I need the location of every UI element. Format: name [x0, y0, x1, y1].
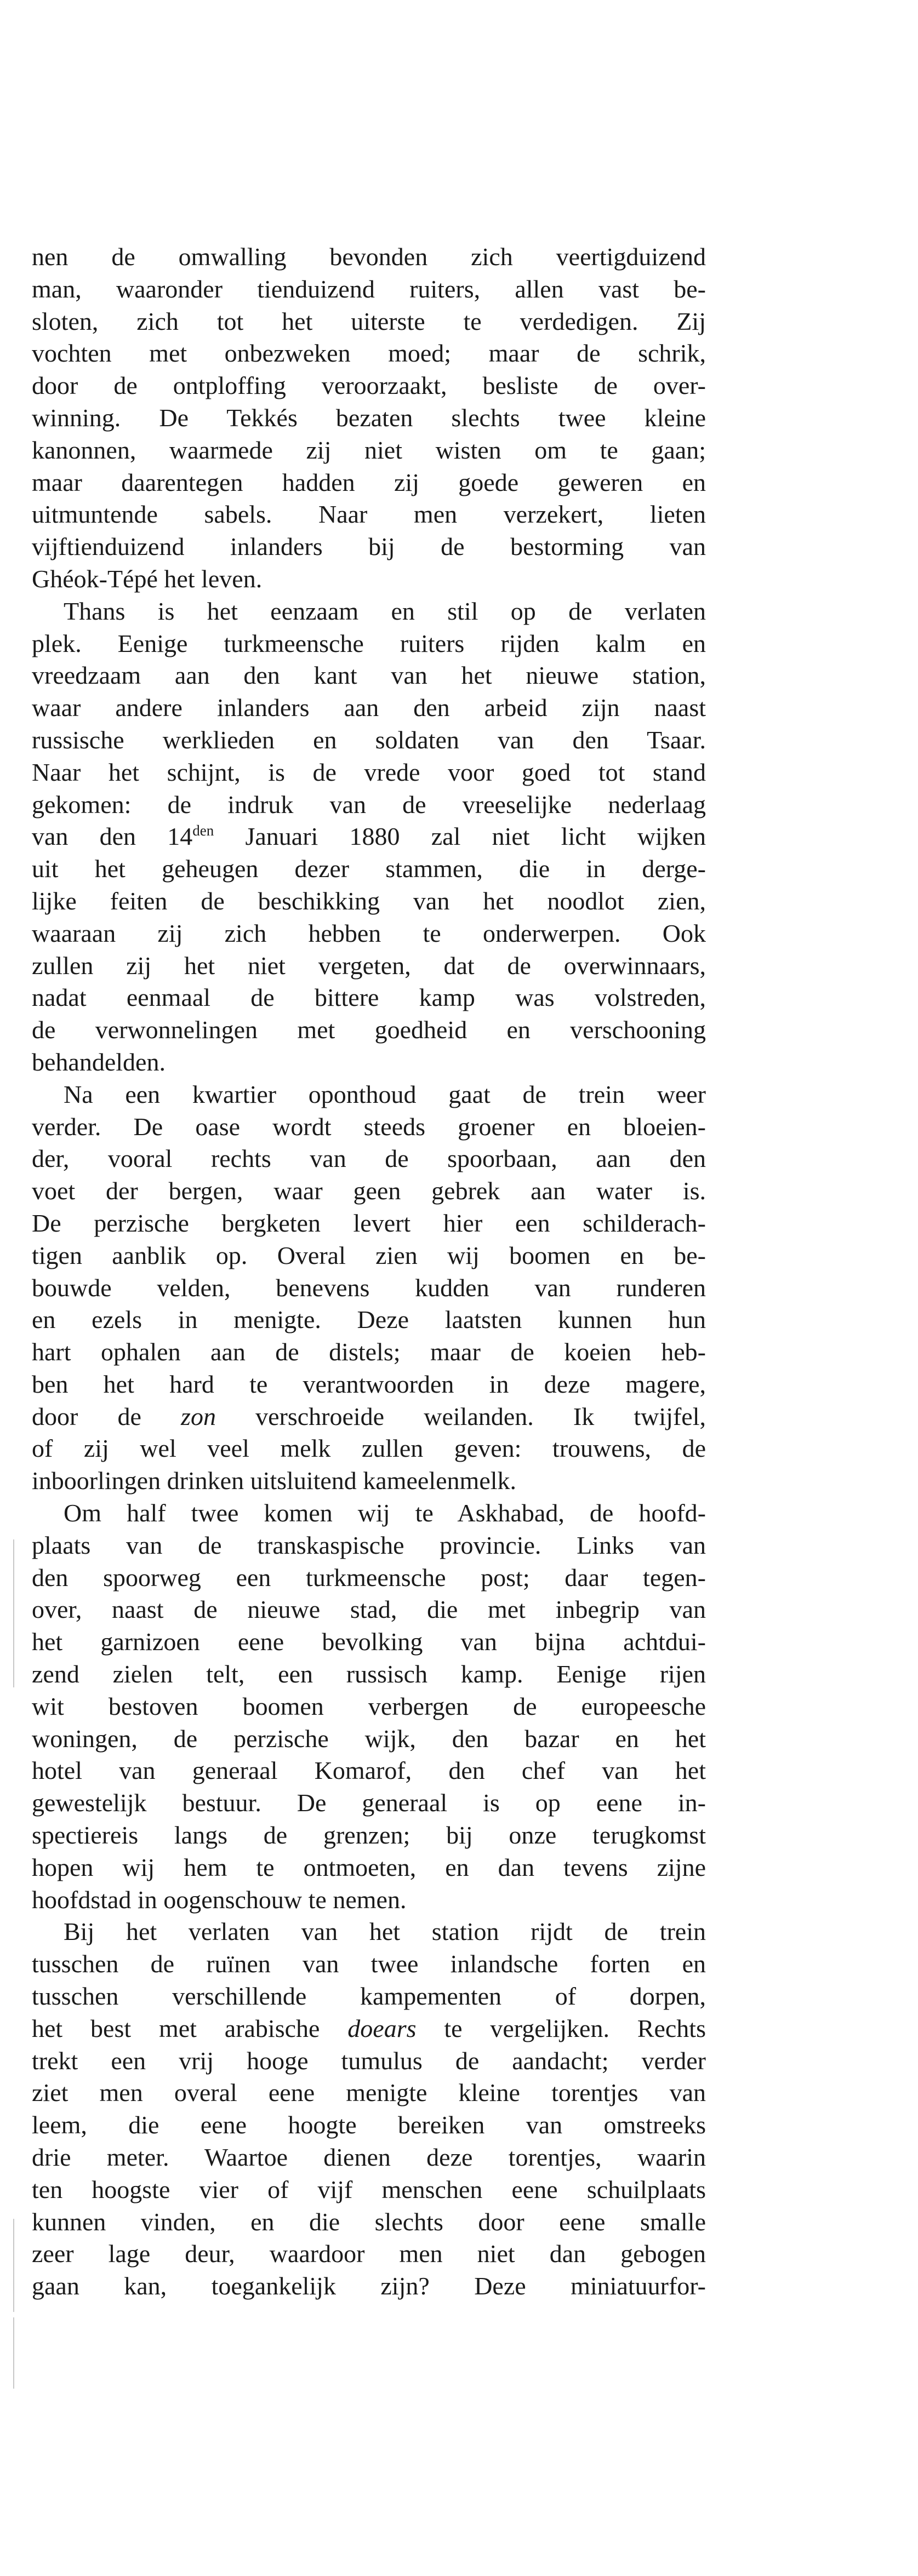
text-line: en ezels in menigte. Deze laatsten kunnen hun [32, 1306, 706, 1334]
text-line: man, waaronder tienduizend ruiters, allen vast be- [32, 274, 706, 303]
text-line: De perzische bergketen levert hier een schilderach- [32, 1209, 706, 1237]
text-line: ziet men overal eene menigte kleine torentjes van [32, 2079, 706, 2107]
text-line: verder. De oase wordt steeds groener en bloeien- [32, 1112, 706, 1141]
text-line: den spoorweg een turkmeensche post; daar tegen- [32, 1563, 706, 1592]
scan-margin-mark [13, 2219, 14, 2312]
text-line: maar daarentegen hadden zij goede geweren en [32, 468, 706, 496]
text-line: ten hoogste vier of vijf menschen eene schuilplaats [32, 2175, 706, 2203]
text-line: tusschen de ruïnen van twee inlandsche forten en [32, 1950, 706, 1978]
text-line: kunnen vinden, en die slechts door eene smalle [32, 2207, 706, 2236]
paragraph-4 [32, 1497, 706, 1916]
text-line: zend zielen telt, een russisch kamp. Eenige rijen [32, 1660, 706, 1688]
text-line: trekt een vrij hooge tumulus de aandacht; verder [32, 2046, 706, 2075]
text-line: waar andere inlanders aan den arbeid zijn naast [32, 694, 706, 722]
paragraph-5 [32, 1916, 706, 2303]
text-line: zeer lage deur, waardoor men niet dan gebogen [32, 2240, 706, 2268]
text-line: tusschen verschillende kampementen of dorpen, [32, 1982, 706, 2011]
text-line: uitmuntende sabels. Naar men verzekert, lieten [32, 500, 706, 529]
text-line: door de ontploffing veroorzaakt, besliste de over- [32, 371, 706, 400]
text-line: behandelden. [32, 1047, 166, 1076]
text-line: tigen aanblik op. Overal zien wij boomen en be- [32, 1241, 706, 1269]
text-line [32, 2013, 706, 2045]
text-line: hotel van generaal Komarof, den chef van het [32, 1756, 706, 1785]
text-line [32, 821, 706, 853]
scan-margin-mark [13, 2317, 14, 2389]
text-column [32, 241, 706, 2303]
text-line: uit het geheugen dezer stammen, die in derge- [32, 855, 706, 883]
text-line: plaats van de transkaspische provincie. Links van [32, 1531, 706, 1559]
text-line: of zij wel veel melk zullen geven: trouwens, de [32, 1434, 706, 1463]
text-line: Om half twee komen wij te Askhabad, de hoofd- [64, 1499, 706, 1527]
superscript-text: den [192, 822, 214, 839]
text-line: vijftienduizend inlanders bij de bestorming van [32, 533, 706, 561]
paragraph-2 [32, 596, 706, 1079]
text-segment: van den 14 [32, 822, 193, 851]
text-line: over, naast de nieuwe stad, die met inbegrip van [32, 1595, 706, 1624]
text-line: inboorlingen drinken uitsluitend kameelenmelk. [32, 1467, 517, 1495]
text-line: nadat eenmaal de bittere kamp was volstreden, [32, 983, 706, 1012]
text-line: hoofdstad in oogenschouw te nemen. [32, 1885, 407, 1914]
text-line: russische werklieden en soldaten van den Tsaar. [32, 725, 706, 754]
text-line: spectiereis langs de grenzen; bij onze terugkomst [32, 1821, 706, 1850]
text-line: woningen, de perzische wijk, den bazar en het [32, 1724, 706, 1753]
text-line: hart ophalen aan de distels; maar de koeien heb- [32, 1338, 706, 1366]
text-line: zullen zij het niet vergeten, dat de overwinnaars, [32, 951, 706, 980]
text-line: de verwonnelingen met goedheid en verschooning [32, 1016, 706, 1044]
text-line: der, vooral rechts van de spoorbaan, aan den [32, 1144, 706, 1173]
text-line: kanonnen, waarmede zij niet wisten om te gaan; [32, 436, 706, 464]
text-segment: Januari 1880 zal niet licht wijken [214, 822, 706, 851]
text-segment: te vergelijken. Rechts [416, 2014, 706, 2042]
text-line: het garnizoen eene bevolking van bijna achtdui- [32, 1628, 706, 1656]
text-line: nen de omwalling bevonden zich veertigduizend [32, 243, 706, 271]
italic-text: doears [347, 2014, 417, 2042]
text-line: Naar het schijnt, is de vrede voor goed tot stand [32, 758, 706, 786]
text-line: gaan kan, toegankelijk zijn? Deze miniatuurfor- [32, 2272, 706, 2300]
text-line: gekomen: de indruk van de vreeselijke nederlaag [32, 790, 706, 818]
text-line: bouwde velden, benevens kudden van runderen [32, 1273, 706, 1302]
text-line: leem, die eene hoogte bereiken van omstreeks [32, 2111, 706, 2139]
text-line: vochten met onbezweken moed; maar de schrik, [32, 339, 706, 368]
text-line: sloten, zich tot het uiterste te verdedigen. Zij [32, 307, 706, 335]
text-line: Bij het verlaten van het station rijdt de trein [64, 1917, 706, 1946]
text-segment: het best met arabische [32, 2014, 348, 2042]
text-line: vreedzaam aan den kant van het nieuwe station, [32, 661, 706, 690]
text-line: waaraan zij zich hebben te onderwerpen. Ook [32, 919, 706, 947]
text-line: gewestelijk bestuur. De generaal is op eene in- [32, 1789, 706, 1817]
text-line: Ghéok-Tépé het leven. [32, 564, 263, 593]
text-line: plek. Eenige turkmeensche ruiters rijden kalm en [32, 629, 706, 657]
text-line: winning. De Tekkés bezaten slechts twee kleine [32, 403, 706, 432]
text-line: wit bestoven boomen verbergen de europeesche [32, 1692, 706, 1720]
text-line: drie meter. Waartoe dienen deze torentjes, waarin [32, 2143, 706, 2172]
text-line: hopen wij hem te ontmoeten, en dan tevens zijne [32, 1853, 706, 1881]
text-line [32, 1401, 706, 1433]
text-segment: verschroeide weilanden. Ik twijfel, [215, 1402, 706, 1430]
text-line: voet der bergen, waar geen gebrek aan water is. [32, 1177, 706, 1205]
text-line: Na een kwartier oponthoud gaat de trein weer [64, 1080, 706, 1108]
scan-margin-mark [13, 1539, 14, 1687]
text-line: ben het hard te verantwoorden in deze magere, [32, 1370, 706, 1398]
text-segment: door de [32, 1402, 181, 1430]
paragraph-3 [32, 1079, 706, 1497]
paragraph-1 [32, 241, 706, 596]
text-line: lijke feiten de beschikking van het noodlot zien, [32, 886, 706, 915]
italic-text: zon [181, 1402, 216, 1430]
text-line: Thans is het eenzaam en stil op de verlaten [64, 597, 706, 625]
